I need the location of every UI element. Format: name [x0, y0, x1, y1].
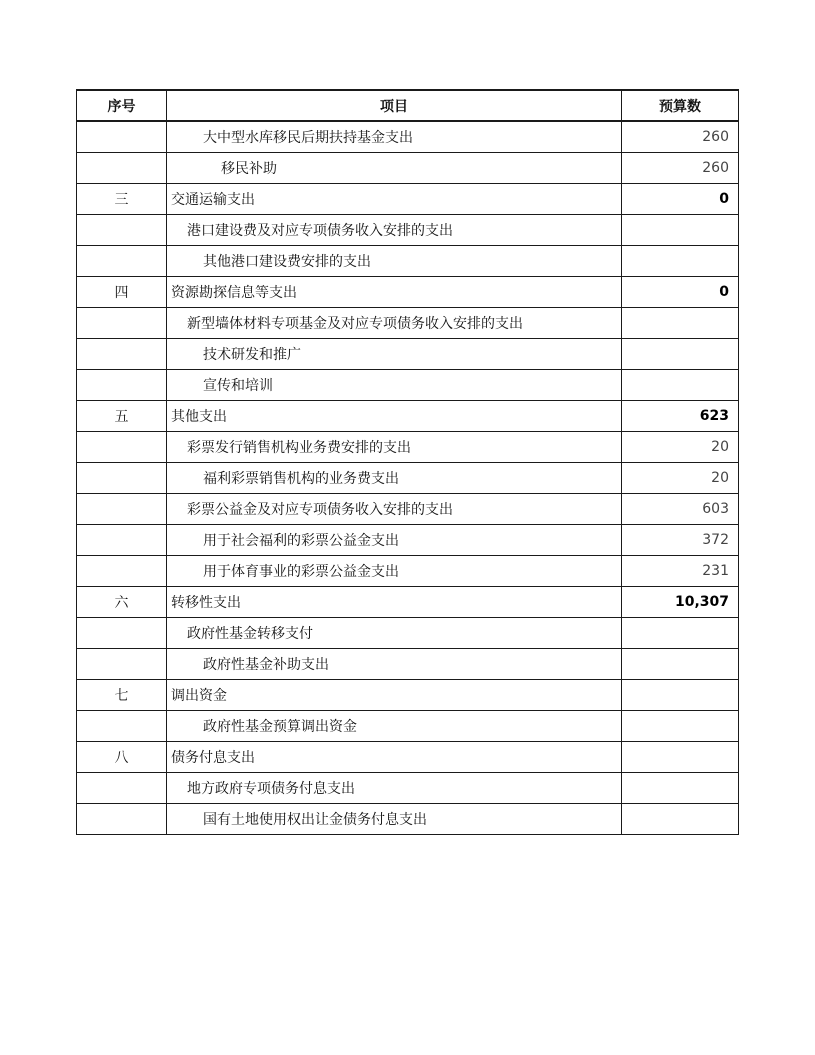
row-item: 福利彩票销售机构的业务费支出 [167, 462, 622, 493]
row-item: 国有土地使用权出让金债务付息支出 [167, 803, 622, 834]
row-amount [622, 617, 739, 648]
row-seq: 四 [77, 276, 167, 307]
row-item: 港口建设费及对应专项债务收入安排的支出 [167, 214, 622, 245]
row-amount [622, 214, 739, 245]
table-row [77, 276, 739, 307]
row-amount [622, 679, 739, 710]
table-row [77, 803, 739, 834]
row-seq [77, 369, 167, 400]
row-amount [622, 307, 739, 338]
budget-table [76, 89, 739, 835]
row-seq: 八 [77, 741, 167, 772]
row-seq [77, 245, 167, 276]
row-seq: 五 [77, 400, 167, 431]
row-amount: 20 [622, 431, 739, 462]
table-row [77, 524, 739, 555]
row-item: 宣传和培训 [167, 369, 622, 400]
row-amount [622, 803, 739, 834]
row-seq: 三 [77, 183, 167, 214]
header-seq: 序号 [77, 90, 167, 121]
table-row [77, 307, 739, 338]
row-item: 彩票公益金及对应专项债务收入安排的支出 [167, 493, 622, 524]
row-item: 用于社会福利的彩票公益金支出 [167, 524, 622, 555]
row-item: 大中型水库移民后期扶持基金支出 [167, 121, 622, 152]
table-row [77, 431, 739, 462]
row-seq [77, 493, 167, 524]
row-item: 移民补助 [167, 152, 622, 183]
row-amount: 10,307 [622, 586, 739, 617]
row-amount: 260 [622, 121, 739, 152]
table-row [77, 214, 739, 245]
row-amount: 623 [622, 400, 739, 431]
table-row [77, 617, 739, 648]
row-item: 地方政府专项债务付息支出 [167, 772, 622, 803]
row-amount: 603 [622, 493, 739, 524]
row-item: 政府性基金预算调出资金 [167, 710, 622, 741]
row-amount [622, 369, 739, 400]
table-row [77, 183, 739, 214]
row-amount: 260 [622, 152, 739, 183]
table-row [77, 400, 739, 431]
row-seq [77, 710, 167, 741]
row-amount: 231 [622, 555, 739, 586]
row-seq [77, 214, 167, 245]
row-item: 转移性支出 [167, 586, 622, 617]
table-row [77, 245, 739, 276]
row-item: 调出资金 [167, 679, 622, 710]
row-amount [622, 741, 739, 772]
row-seq [77, 648, 167, 679]
table-row [77, 369, 739, 400]
row-amount [622, 710, 739, 741]
header-item: 项目 [167, 90, 622, 121]
row-item: 其他港口建设费安排的支出 [167, 245, 622, 276]
row-item: 政府性基金补助支出 [167, 648, 622, 679]
table-row [77, 741, 739, 772]
row-seq [77, 462, 167, 493]
row-seq [77, 431, 167, 462]
row-amount: 20 [622, 462, 739, 493]
row-item: 彩票发行销售机构业务费安排的支出 [167, 431, 622, 462]
table-row [77, 648, 739, 679]
table-row [77, 772, 739, 803]
row-seq [77, 307, 167, 338]
table-row [77, 121, 739, 152]
row-amount [622, 772, 739, 803]
row-amount: 0 [622, 183, 739, 214]
row-seq: 六 [77, 586, 167, 617]
row-amount [622, 245, 739, 276]
table-row [77, 555, 739, 586]
row-seq [77, 555, 167, 586]
row-item: 资源勘探信息等支出 [167, 276, 622, 307]
row-seq [77, 121, 167, 152]
table-row [77, 338, 739, 369]
row-item: 技术研发和推广 [167, 338, 622, 369]
table-row [77, 152, 739, 183]
row-item: 交通运输支出 [167, 183, 622, 214]
table-body [77, 121, 739, 834]
row-seq [77, 803, 167, 834]
row-amount: 0 [622, 276, 739, 307]
row-seq: 七 [77, 679, 167, 710]
table-row [77, 462, 739, 493]
row-item: 政府性基金转移支付 [167, 617, 622, 648]
row-seq [77, 524, 167, 555]
row-amount [622, 648, 739, 679]
row-amount: 372 [622, 524, 739, 555]
table-row [77, 679, 739, 710]
row-item: 用于体育事业的彩票公益金支出 [167, 555, 622, 586]
row-seq [77, 617, 167, 648]
table-row [77, 586, 739, 617]
row-seq [77, 772, 167, 803]
row-item: 债务付息支出 [167, 741, 622, 772]
table-row [77, 493, 739, 524]
row-seq [77, 152, 167, 183]
header-amount: 预算数 [622, 90, 739, 121]
table-row [77, 710, 739, 741]
row-item: 其他支出 [167, 400, 622, 431]
row-seq [77, 338, 167, 369]
row-item: 新型墙体材料专项基金及对应专项债务收入安排的支出 [167, 307, 622, 338]
row-amount [622, 338, 739, 369]
header-row [77, 90, 739, 121]
